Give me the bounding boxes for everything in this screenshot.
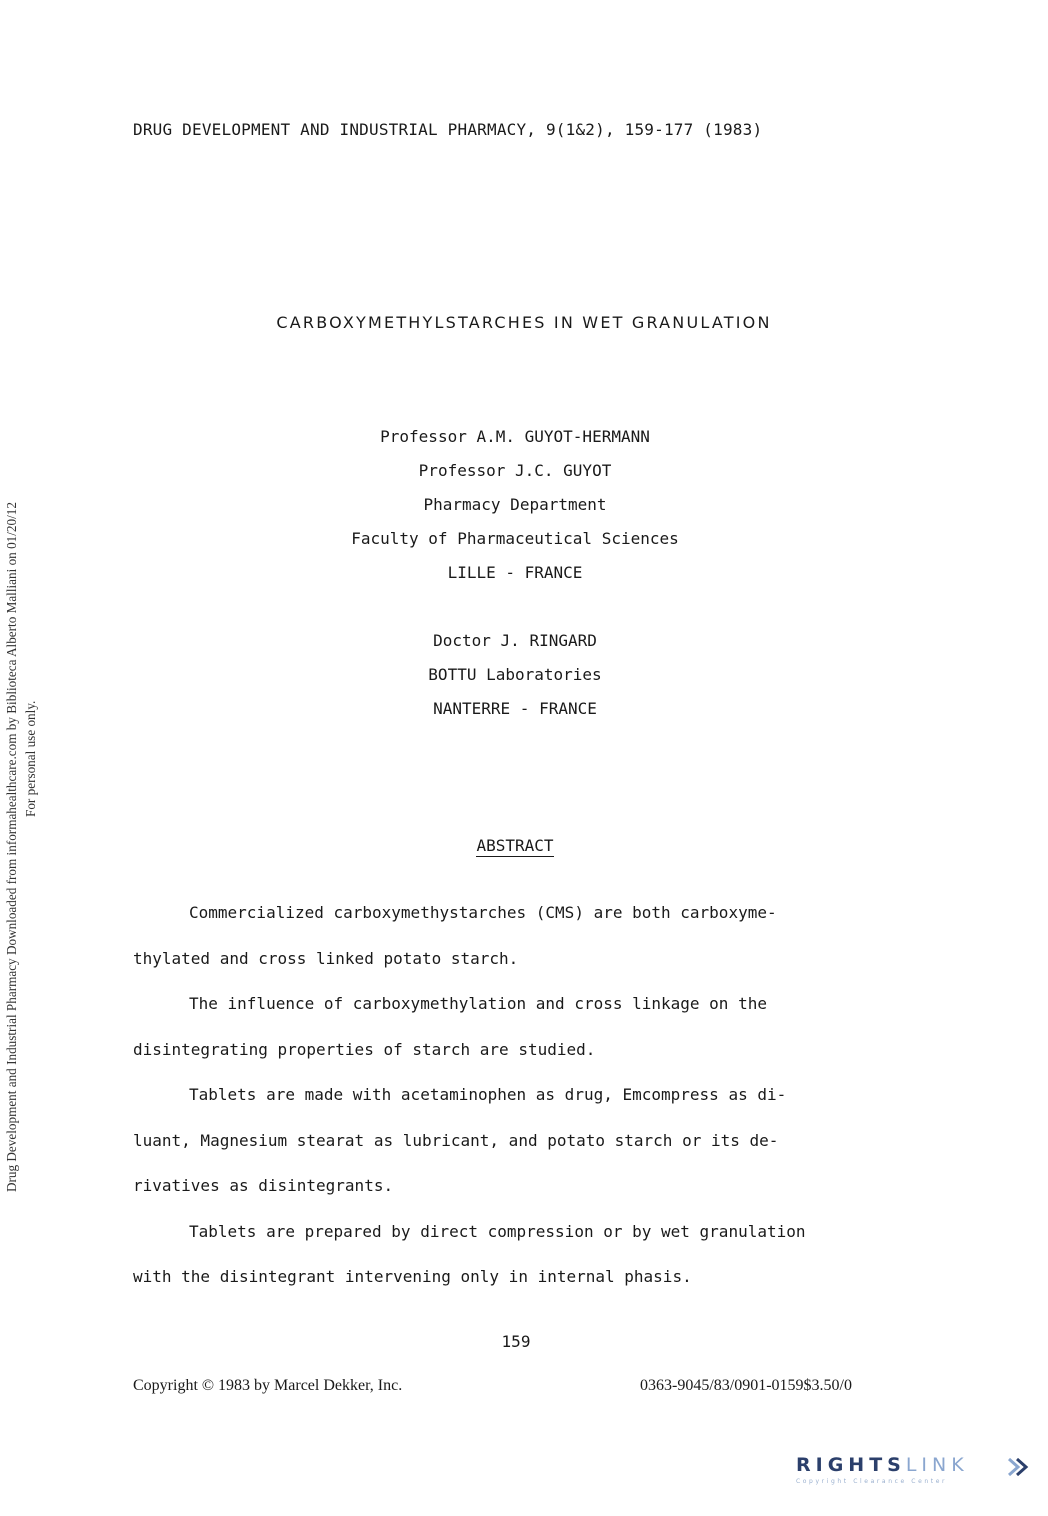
affiliation-line: Pharmacy Department (423, 495, 607, 514)
personal-use-line: For personal use only. (23, 700, 38, 817)
abstract-line: Tablets are prepared by direct compression or by wet granulation (189, 1221, 806, 1241)
rightslink-wordmark (796, 1454, 969, 1476)
page-number: 159 (501, 1332, 531, 1351)
arrow-icon (1006, 1455, 1030, 1479)
download-stamp (0, 0, 60, 1516)
abstract-line: Tablets are made with acetaminophen as drug, Emcompress as di- (189, 1085, 787, 1104)
abstract-heading-text: ABSTRACT (476, 836, 554, 855)
abstract-line: with the disintegrant intervening only in internal phasis. (133, 1267, 692, 1286)
copyright-notice: Copyright © 1983 by Marcel Dekker, Inc. (133, 1377, 403, 1394)
abstract-line: Commercialized carboxymethystarches (CMS) are both carboxyme- (189, 903, 777, 922)
affiliation-line: NANTERRE - FRANCE (433, 699, 597, 718)
rightslink-subtitle: Copyright Clearance Center (796, 1478, 948, 1485)
article-title: CARBOXYMETHYLSTARCHES IN WET GRANULATION (276, 313, 772, 332)
abstract-line: luant, Magnesium stearat as lubricant, and potato starch or its de- (133, 1130, 779, 1150)
affiliation-line: BOTTU Laboratories (428, 665, 602, 684)
affiliation-line: Faculty of Pharmaceutical Sciences (351, 529, 679, 548)
abstract-line: rivatives as disintegrants. (133, 1176, 394, 1195)
rightslink-word-b: LINK (905, 1454, 969, 1476)
abstract-line: thylated and cross linked potato starch. (133, 948, 519, 968)
author-line: Doctor J. RINGARD (433, 631, 597, 650)
abstract-heading (0, 836, 1030, 855)
abstract-line: disintegrating properties of starch are studied. (133, 1039, 596, 1059)
author-line: Professor A.M. GUYOT-HERMANN (380, 427, 650, 446)
abstract-body (133, 898, 933, 1308)
author-block-nanterre (0, 624, 1030, 726)
author-block-lille (0, 420, 1030, 590)
author-line: Professor J.C. GUYOT (418, 461, 612, 480)
rightslink-word-a: RIGHTS (796, 1454, 906, 1476)
download-stamp-line: Drug Development and Industrial Pharmacy Downloaded from informahealthcare.com by Biblioteca Alberto Malliani on 01/20/12 (4, 502, 19, 1192)
rightslink-logo[interactable] (796, 1454, 1032, 1488)
abstract-line: The influence of carboxymethylation and cross linkage on the (189, 994, 767, 1013)
affiliation-line: LILLE - FRANCE (447, 563, 583, 582)
journal-header: DRUG DEVELOPMENT AND INDUSTRIAL PHARMACY, 9(1&2), 159-177 (1983) (133, 120, 763, 139)
issn-code: 0363-9045/83/0901-0159$3.50/0 (640, 1377, 852, 1394)
